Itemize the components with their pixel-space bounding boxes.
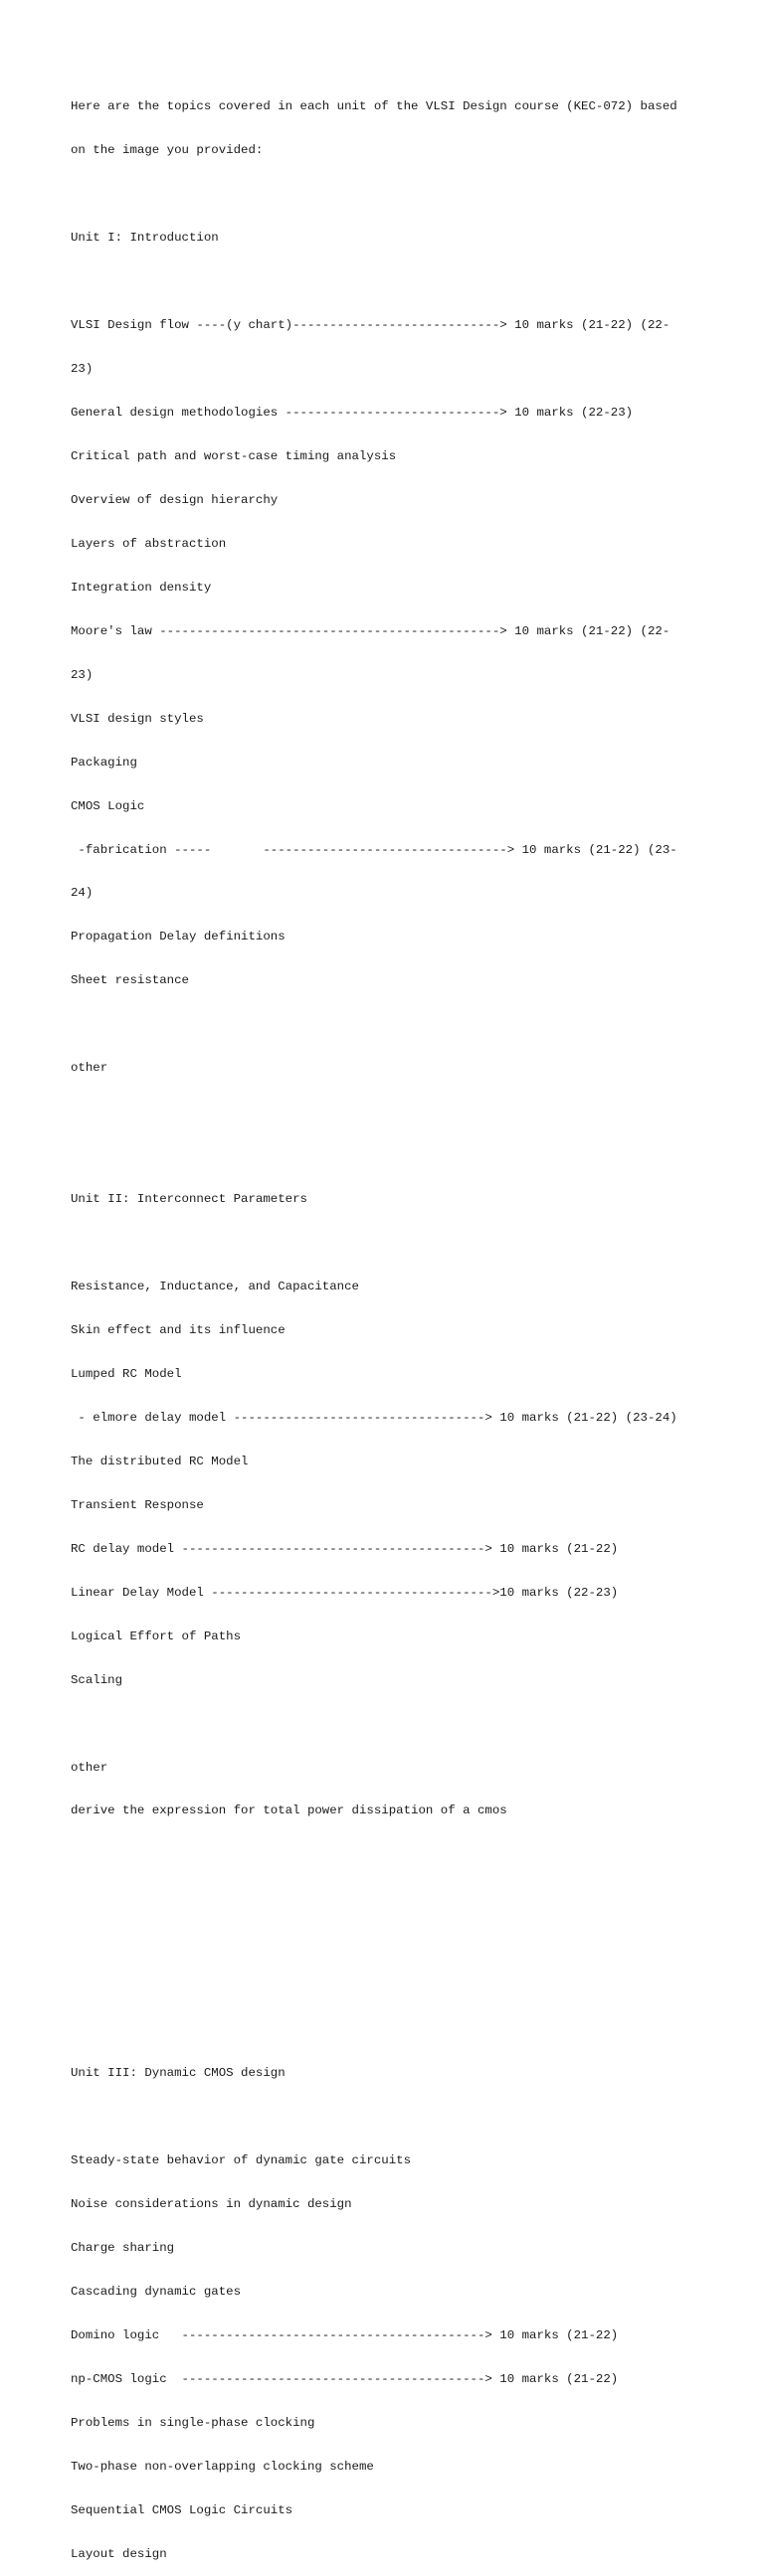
intro-line-1: Here are the topics covered in each unit of the VLSI Design course (KEC-072) based: [71, 99, 677, 114]
topic-line: Two-phase non-overlapping clocking scheme: [71, 2459, 374, 2474]
topic-line: VLSI Design flow ----(y chart)----------------------------> 10 marks (21-22) (22-: [71, 318, 670, 333]
blank-line: [71, 1236, 707, 1251]
topic-line: CMOS Logic: [71, 798, 145, 813]
blank-line: [71, 1105, 707, 1119]
topic-line: Packaging: [71, 755, 137, 770]
topic-line: Cascading dynamic gates: [71, 2284, 242, 2299]
topic-line: Integration density: [71, 580, 212, 595]
topic-line: Overview of design hierarchy: [71, 492, 279, 507]
topic-line: Critical path and worst-case timing analysis: [71, 448, 397, 463]
topic-line: The distributed RC Model: [71, 1454, 249, 1468]
document-body: [71, 71, 707, 2576]
topic-line: Resistance, Inductance, and Capacitance: [71, 1280, 359, 1294]
unit-2-heading: Unit II: Interconnect Parameters: [71, 1192, 307, 1207]
topic-line: Domino logic -----------------------------------------> 10 marks (21-22): [71, 2327, 619, 2342]
topic-line: Scaling: [71, 1672, 123, 1687]
topic-line: np-CMOS logic -----------------------------------------> 10 marks (21-22): [71, 2371, 619, 2386]
topic-line: Sheet resistance: [71, 973, 189, 988]
blank-line: [71, 1847, 707, 1862]
topic-line: Linear Delay Model -------------------------------------->10 marks (22-23): [71, 1585, 619, 1600]
topic-line: - elmore delay model ----------------------------------> 10 marks (21-22) (23-24): [71, 1410, 677, 1425]
topic-line: Sequential CMOS Logic Circuits: [71, 2502, 293, 2517]
blank-line: [71, 1978, 707, 1993]
topic-line: -fabrication ----- ---------------------------------> 10 marks (21-22) (23-: [71, 842, 677, 857]
topic-line: 24): [71, 886, 94, 901]
topic-line: Propagation Delay definitions: [71, 930, 286, 945]
topic-line: Layers of abstraction: [71, 536, 227, 551]
blank-line: [71, 274, 707, 289]
topic-line: Problems in single-phase clocking: [71, 2415, 315, 2430]
blank-line: [71, 1935, 707, 1950]
topic-line: Charge sharing: [71, 2241, 175, 2256]
topic-line: Layout design: [71, 2546, 167, 2561]
other-label: other: [71, 1760, 108, 1775]
topic-line: derive the expression for total power dissipation of a cmos: [71, 1803, 507, 1818]
blank-line: [71, 187, 707, 202]
blank-line: [71, 1891, 707, 1906]
topic-line: General design methodologies -----------------------------> 10 marks (22-23): [71, 405, 634, 420]
blank-line: [71, 2022, 707, 2037]
topic-line: Moore's law ----------------------------------------------> 10 marks (21-22) (22-: [71, 623, 670, 638]
blank-line: [71, 2110, 707, 2125]
topic-line: Skin effect and its influence: [71, 1323, 286, 1337]
unit-1-heading: Unit I: Introduction: [71, 231, 219, 246]
topic-line: VLSI design styles: [71, 711, 204, 726]
topic-line: 23): [71, 667, 94, 682]
topic-line: Transient Response: [71, 1497, 204, 1512]
topic-line: 23): [71, 362, 94, 377]
topic-line: Lumped RC Model: [71, 1366, 182, 1381]
topic-line: RC delay model -----------------------------------------> 10 marks (21-22): [71, 1541, 619, 1556]
unit-3-heading: Unit III: Dynamic CMOS design: [71, 2066, 286, 2081]
topic-line: Noise considerations in dynamic design: [71, 2197, 352, 2212]
other-label: other: [71, 1061, 108, 1076]
topic-line: Steady-state behavior of dynamic gate circuits: [71, 2153, 412, 2168]
topic-line: Logical Effort of Paths: [71, 1629, 242, 1643]
intro-line-2: on the image you provided:: [71, 143, 264, 158]
blank-line: [71, 1017, 707, 1032]
blank-line: [71, 1717, 707, 1732]
blank-line: [71, 1148, 707, 1163]
